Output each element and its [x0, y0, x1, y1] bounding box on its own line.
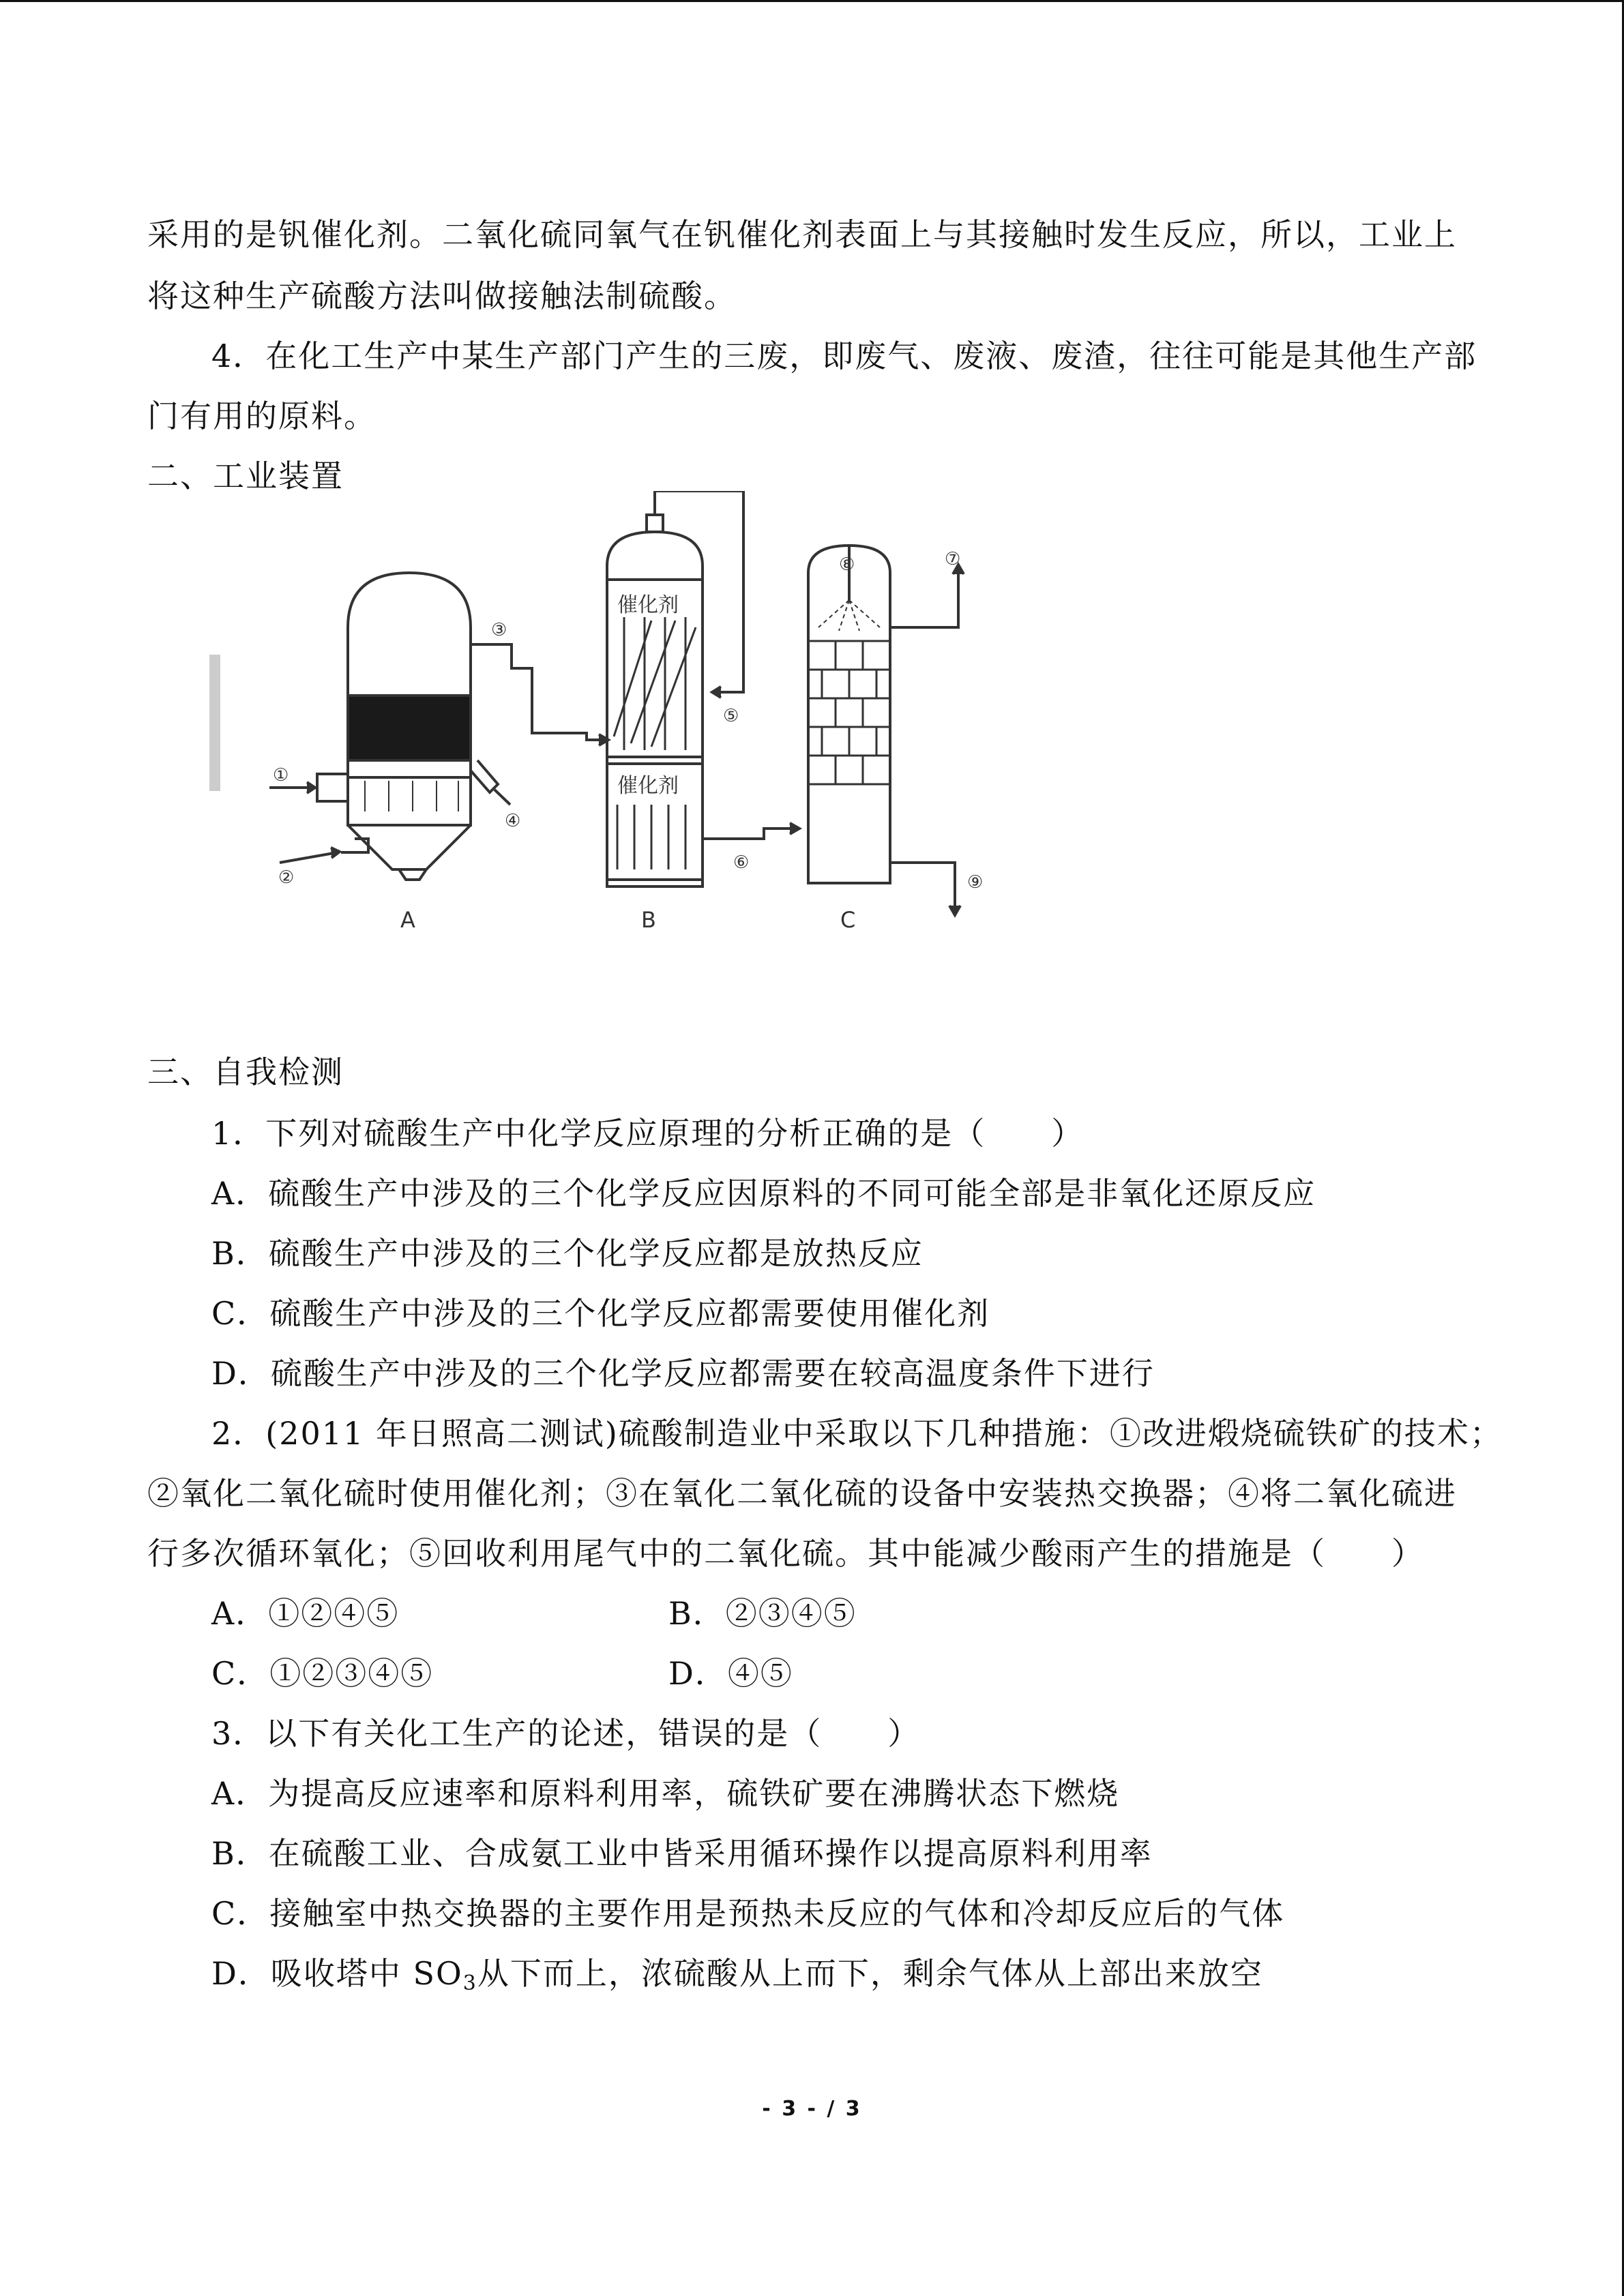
intro-p1-line1: 采用的是钒催化剂。二氧化硫同氧气在钒催化剂表面上与其接触时发生反应，所以，工业上 [147, 216, 1457, 253]
tower-c-label: C [840, 907, 856, 933]
tower-a-ore-bed [348, 696, 471, 760]
marker-1: ① [273, 765, 289, 786]
q2-option-b: B．②③④⑤ [668, 1595, 857, 1632]
q2-stem-line2: ②氧化二氧化硫时使用催化剂；③在氧化二氧化硫的设备中安装热交换器；④将二氧化硫进 [147, 1475, 1457, 1512]
page-border-top [0, 0, 1624, 2]
marker-9: ⑨ [967, 872, 984, 893]
marker-7: ⑦ [945, 549, 961, 569]
page-number: - 3 - / 3 [762, 2097, 862, 2121]
q3-stem: 3．以下有关化工生产的论述，错误的是（ ） [211, 1715, 921, 1752]
q1-option-d: D．硫酸生产中涉及的三个化学反应都需要在较高温度条件下进行 [211, 1355, 1155, 1392]
section2-heading: 二、工业装置 [147, 458, 344, 494]
q3-option-c: C．接触室中热交换器的主要作用是预热未反应的气体和冷却反应后的气体 [211, 1895, 1285, 1932]
q3-option-b: B．在硫酸工业、合成氨工业中皆采用循环操作以提高原料利用率 [211, 1835, 1153, 1872]
q1-option-b: B．硫酸生产中涉及的三个化学反应都是放热反应 [211, 1235, 924, 1272]
catalyst-label-upper: 催化剂 [617, 593, 679, 617]
q1-option-a: A．硫酸生产中涉及的三个化学反应因原料的不同可能全部是非氧化还原反应 [211, 1175, 1316, 1212]
marker-2: ② [278, 867, 295, 888]
q3-option-d-subscript: 3 [462, 1971, 477, 1995]
marker-4: ④ [505, 811, 521, 831]
marker-6: ⑥ [733, 852, 750, 873]
catalyst-label-lower: 催化剂 [617, 774, 679, 798]
q1-stem: 1．下列对硫酸生产中化学反应原理的分析正确的是（ ） [211, 1115, 1084, 1152]
marker-3: ③ [491, 620, 507, 640]
q3-option-d [211, 1953, 1263, 1994]
tower-a-label: A [400, 907, 415, 933]
intro-p2-line1: 4．在化工生产中某生产部门产生的三废，即废气、废液、废渣，往往可能是其他生产部 [211, 338, 1477, 374]
q2-stem-line1: 2．(2011 年日照高二测试)硫酸制造业中采取以下几种措施：①改进煅烧硫铁矿的技术； [211, 1415, 1503, 1452]
intro-p2-line2: 门有用的原料。 [147, 398, 377, 434]
tower-b-label: B [641, 907, 656, 933]
intro-p1-line2: 将这种生产硫酸方法叫做接触法制硫酸。 [147, 278, 737, 314]
q3-option-a: A．为提高反应速率和原料利用率，硫铁矿要在沸腾状态下燃烧 [211, 1775, 1120, 1812]
section3-heading: 三、自我检测 [147, 1054, 344, 1090]
marker-8: ⑧ [839, 554, 855, 575]
tower-a-feed-box [317, 774, 348, 801]
q2-option-c: C．①②③④⑤ [211, 1655, 434, 1692]
q3-option-d-suffix: 从下而上，浓硫酸从上而下，剩余气体从上部出来放空 [477, 1955, 1263, 1992]
tower-b-body [607, 532, 703, 886]
marker-5: ⑤ [723, 706, 739, 726]
q2-option-a: A．①②④⑤ [211, 1595, 400, 1632]
q2-option-d: D．④⑤ [668, 1655, 793, 1692]
q3-option-d-prefix: D．吸收塔中 SO [211, 1955, 463, 1992]
q1-option-c: C．硫酸生产中涉及的三个化学反应都需要使用催化剂 [211, 1295, 990, 1332]
sulfuric-acid-plant-diagram [205, 491, 1057, 955]
q2-stem-line3: 行多次循环氧化；⑤回收利用尾气中的二氧化硫。其中能减少酸雨产生的措施是（ ） [147, 1535, 1424, 1572]
